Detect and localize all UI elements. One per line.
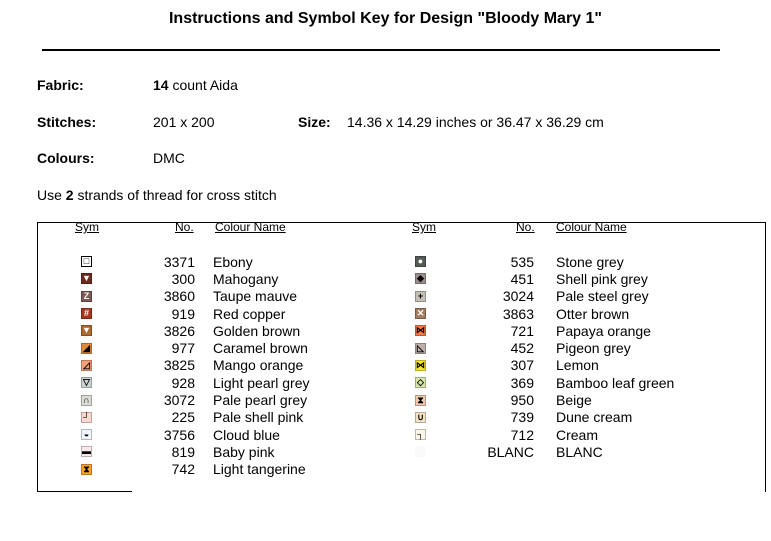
stitch-symbol-icon: ▬ bbox=[82, 446, 91, 457]
stitch-symbol-icon: ⋈ bbox=[416, 359, 425, 370]
size-value: 14.36 x 14.29 inches or 36.47 x 36.29 cm bbox=[347, 114, 604, 130]
dmc-number: 742 bbox=[171, 461, 195, 478]
fabric-type: count Aida bbox=[168, 77, 238, 93]
stitch-symbol-icon: ◿ bbox=[81, 360, 92, 371]
left-name-header: Colour Name bbox=[215, 220, 286, 234]
stitch-symbol-icon: ◇ bbox=[415, 377, 426, 388]
colour-name: Ebony bbox=[213, 253, 253, 270]
colour-row bbox=[414, 253, 624, 270]
colour-name: Shell pink grey bbox=[556, 270, 648, 287]
stitch-symbol-icon: + bbox=[415, 291, 426, 302]
colour-row bbox=[80, 426, 280, 443]
symbol-cell bbox=[414, 445, 427, 458]
symbol-cell bbox=[80, 428, 93, 441]
dmc-number: 225 bbox=[171, 409, 195, 426]
colour-row bbox=[80, 357, 304, 374]
colour-row bbox=[80, 443, 275, 460]
colour-row bbox=[80, 253, 253, 270]
page-title: Instructions and Symbol Key for Design "Bloody Mary 1" bbox=[168, 10, 603, 27]
stitch-symbol-icon: ∪ bbox=[415, 412, 426, 423]
colour-name: Otter brown bbox=[556, 305, 630, 322]
symbol-cell bbox=[414, 428, 427, 441]
stitch-symbol-icon bbox=[415, 446, 426, 457]
stitch-symbol-icon: ∩ bbox=[81, 395, 92, 406]
colour-row bbox=[414, 339, 631, 357]
colour-name: Pale pearl grey bbox=[213, 392, 308, 409]
dmc-number: 3024 bbox=[502, 288, 534, 305]
symbol-cell bbox=[80, 307, 93, 320]
colour-name: Dune cream bbox=[556, 409, 633, 426]
symbol-cell bbox=[80, 272, 93, 285]
stitch-symbol-icon: ⧗ bbox=[415, 395, 426, 406]
symbol-cell bbox=[414, 376, 427, 389]
dmc-number: 3371 bbox=[163, 253, 195, 270]
stitch-symbol-icon: ◺ bbox=[415, 343, 426, 354]
dmc-number: 819 bbox=[171, 443, 195, 460]
colour-row bbox=[80, 270, 279, 287]
symbol-cell bbox=[414, 324, 427, 337]
colour-name: Mahogany bbox=[213, 270, 279, 287]
stitches-value: 201 x 200 bbox=[153, 114, 215, 130]
dmc-number: 451 bbox=[510, 270, 534, 287]
stitch-symbol-icon: ◢ bbox=[81, 343, 92, 354]
left-no-header: No. bbox=[175, 220, 194, 234]
right-sym-header: Sym bbox=[412, 220, 436, 234]
right-name-header: Colour Name bbox=[556, 220, 627, 234]
stitch-symbol-icon: ▼ bbox=[82, 325, 91, 336]
colour-name: Golden brown bbox=[213, 322, 301, 339]
colour-row bbox=[80, 391, 308, 409]
fabric-label: Fabric: bbox=[37, 77, 84, 93]
fabric-value bbox=[153, 77, 238, 93]
colour-row bbox=[80, 322, 301, 339]
colour-row bbox=[80, 374, 310, 391]
dmc-number: 3826 bbox=[163, 322, 195, 339]
colour-name: Stone grey bbox=[556, 253, 624, 270]
colour-row bbox=[80, 461, 306, 478]
stitch-symbol-icon: ⋈ bbox=[416, 325, 425, 336]
symbol-cell bbox=[414, 255, 427, 268]
colour-name: Pale shell pink bbox=[213, 409, 304, 426]
symbol-cell bbox=[414, 272, 427, 285]
dmc-number: 300 bbox=[171, 270, 195, 287]
colour-row bbox=[414, 374, 675, 391]
size-label: Size: bbox=[298, 114, 331, 130]
symbol-cell bbox=[80, 324, 93, 337]
symbol-cell bbox=[80, 359, 93, 372]
right-colour-list bbox=[414, 253, 675, 461]
symbol-cell bbox=[80, 290, 93, 303]
colour-row bbox=[80, 409, 304, 426]
colour-name: Bamboo leaf green bbox=[556, 374, 675, 391]
dmc-number: 3072 bbox=[163, 392, 195, 409]
strands-post: strands of thread for cross stitch bbox=[73, 187, 277, 203]
colour-row bbox=[414, 322, 651, 339]
fabric-count: 14 bbox=[153, 77, 169, 93]
strands-count: 2 bbox=[65, 187, 74, 203]
symbol-cell bbox=[414, 394, 427, 407]
dmc-number: 3860 bbox=[163, 288, 195, 305]
colour-name: Papaya orange bbox=[556, 322, 651, 339]
symbol-cell bbox=[80, 376, 93, 389]
symbol-cell bbox=[80, 255, 93, 268]
stitch-symbol-icon: □ bbox=[81, 256, 92, 267]
colour-name: BLANC bbox=[556, 443, 603, 460]
stitch-symbol-icon: # bbox=[81, 308, 92, 319]
symbol-key-box-bottom bbox=[37, 491, 132, 492]
colour-row bbox=[414, 288, 649, 305]
colour-name: Light tangerine bbox=[213, 461, 306, 478]
stitch-symbol-icon: ● bbox=[415, 256, 426, 267]
colour-row bbox=[414, 357, 599, 374]
title-divider bbox=[42, 49, 720, 51]
symbol-cell bbox=[414, 307, 427, 320]
dmc-number: 950 bbox=[510, 392, 534, 409]
symbol-cell bbox=[80, 445, 93, 458]
strands-instruction bbox=[37, 187, 277, 203]
dmc-number: 721 bbox=[510, 322, 534, 339]
dmc-number: 3756 bbox=[163, 426, 195, 443]
left-sym-header: Sym bbox=[75, 220, 99, 234]
colour-name: Lemon bbox=[556, 357, 599, 374]
dmc-number: 3825 bbox=[163, 357, 195, 374]
colours-label: Colours: bbox=[37, 150, 95, 166]
stitch-symbol-icon: Z bbox=[81, 291, 92, 302]
dmc-number: 535 bbox=[510, 253, 534, 270]
colour-name: Cream bbox=[556, 426, 599, 443]
symbol-cell bbox=[80, 394, 93, 407]
symbol-cell bbox=[414, 411, 427, 424]
stitch-symbol-icon: ◒ bbox=[81, 429, 92, 440]
colour-name: Pale steel grey bbox=[556, 288, 649, 305]
colour-name: Cloud blue bbox=[213, 426, 280, 443]
dmc-number: 977 bbox=[171, 340, 195, 357]
dmc-number: 928 bbox=[171, 374, 195, 391]
colour-row bbox=[414, 305, 630, 322]
strands-pre: Use bbox=[37, 187, 66, 203]
dmc-number: BLANC bbox=[487, 443, 534, 460]
colour-row bbox=[80, 339, 308, 357]
colour-row bbox=[80, 305, 286, 322]
stitches-label: Stitches: bbox=[37, 114, 97, 130]
colour-name: Light pearl grey bbox=[213, 374, 310, 391]
colour-row bbox=[414, 409, 633, 426]
colour-name: Baby pink bbox=[213, 443, 275, 460]
colour-name: Caramel brown bbox=[213, 340, 308, 357]
stitch-symbol-icon: ✕ bbox=[416, 308, 425, 319]
stitch-symbol-icon: ▼ bbox=[82, 273, 91, 284]
colour-name: Pigeon grey bbox=[556, 340, 631, 357]
colours-value: DMC bbox=[153, 150, 185, 166]
right-no-header: No. bbox=[516, 220, 535, 234]
colour-row bbox=[414, 426, 599, 443]
colour-name: Mango orange bbox=[213, 357, 304, 374]
colour-name: Beige bbox=[556, 392, 592, 409]
symbol-cell bbox=[80, 463, 93, 476]
stitch-symbol-icon: ◆ bbox=[415, 273, 426, 284]
symbol-cell bbox=[414, 342, 427, 355]
dmc-number: 369 bbox=[510, 374, 534, 391]
dmc-number: 307 bbox=[510, 357, 534, 374]
symbol-cell bbox=[80, 411, 93, 424]
colour-name: Red copper bbox=[213, 305, 286, 322]
colour-name: Taupe mauve bbox=[213, 288, 298, 305]
dmc-number: 452 bbox=[510, 340, 534, 357]
symbol-cell bbox=[414, 359, 427, 372]
colour-row bbox=[80, 288, 298, 305]
stitch-symbol-icon: ⧗ bbox=[81, 464, 92, 475]
colour-row bbox=[414, 270, 648, 287]
dmc-number: 712 bbox=[510, 426, 534, 443]
dmc-number: 739 bbox=[510, 409, 534, 426]
colour-row bbox=[414, 391, 592, 409]
stitch-symbol-icon: ┘ bbox=[81, 412, 92, 423]
stitch-symbol-icon: ▽ bbox=[81, 377, 92, 388]
symbol-cell bbox=[80, 342, 93, 355]
colour-row bbox=[414, 443, 603, 460]
left-colour-list bbox=[80, 253, 310, 478]
dmc-number: 919 bbox=[171, 305, 195, 322]
stitch-symbol-icon: ┐ bbox=[415, 429, 426, 440]
dmc-number: 3863 bbox=[502, 305, 534, 322]
symbol-cell bbox=[414, 290, 427, 303]
